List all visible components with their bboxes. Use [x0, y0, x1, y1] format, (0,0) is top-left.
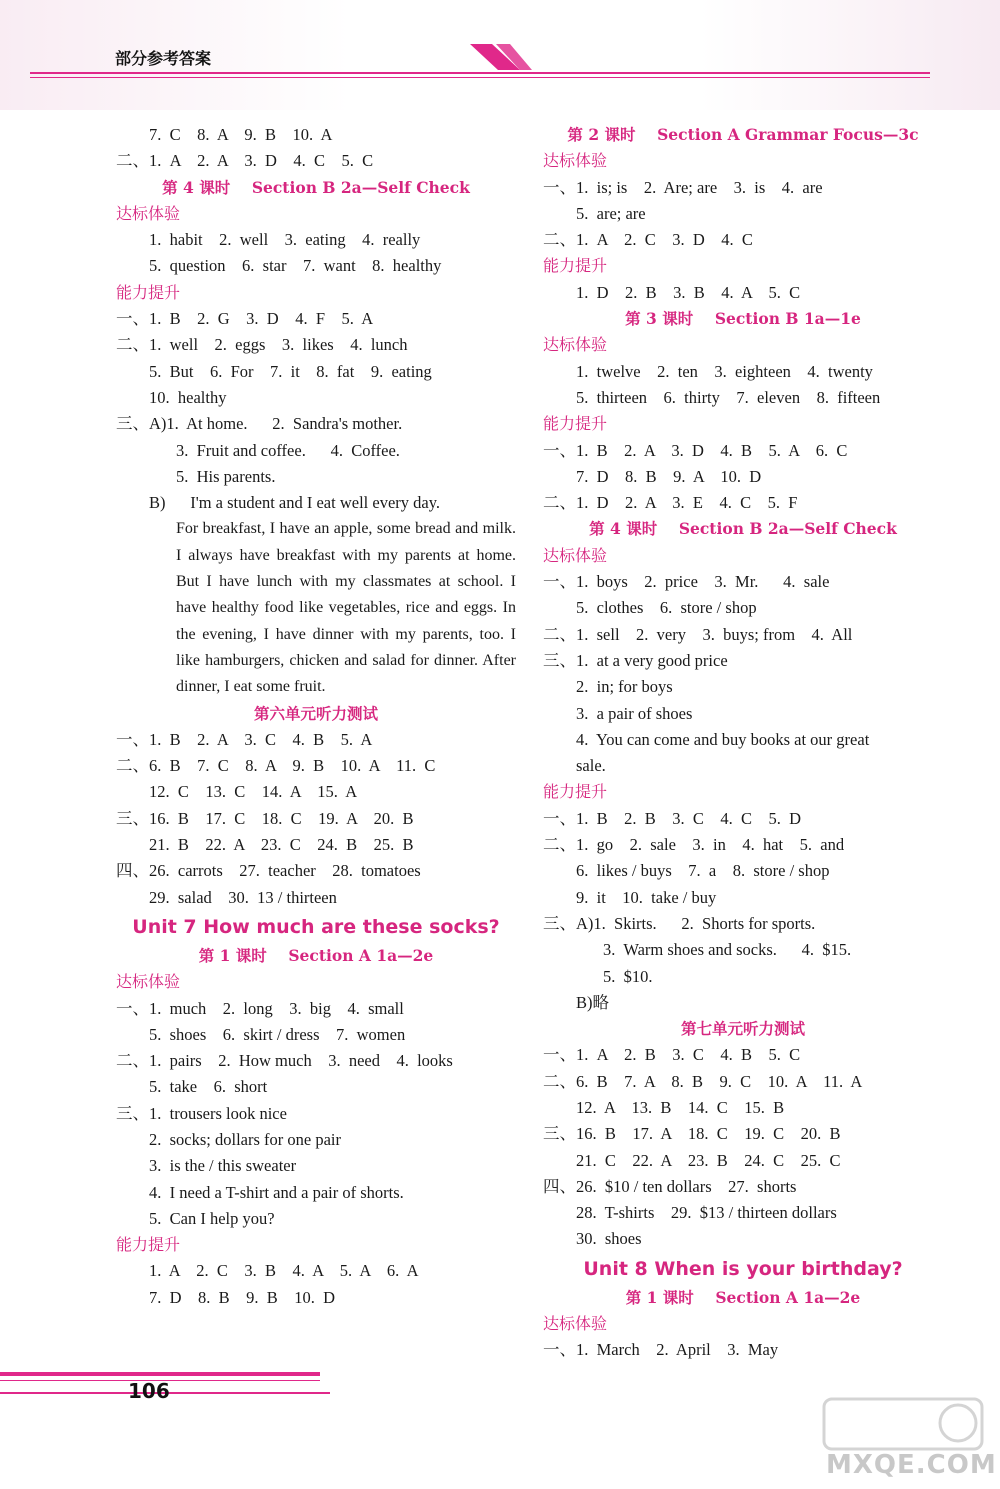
answer-line: 5. take 6. short — [149, 1077, 268, 1097]
answer-line: 二、1. go 2. sale 3. in 4. hat 5. and — [543, 835, 845, 855]
answer-line: 2. socks; dollars for one pair — [149, 1129, 341, 1149]
lesson-heading: 第七单元听力测试 — [680, 1019, 805, 1039]
section-subheading: 达标体验 — [543, 151, 608, 171]
answer-line: 一、1. A 2. B 3. C 4. B 5. C — [543, 1045, 801, 1065]
answer-line: 二、6. B 7. C 8. A 9. B 10. A 11. C — [116, 756, 436, 776]
answer-line: 21. B 22. A 23. C 24. B 25. B — [149, 835, 414, 855]
answer-line: 二、1. D 2. A 3. E 4. C 5. F — [543, 493, 798, 513]
answer-line: 三、16. B 17. A 18. C 19. C 20. B — [543, 1124, 841, 1144]
answer-line: 5. are; are — [576, 203, 646, 223]
answer-line: 三、A)1. At home. 2. Sandra's mother. — [116, 414, 403, 434]
answer-line: 一、1. boys 2. price 3. Mr. 4. sale — [543, 572, 830, 592]
answer-line: 28. T-shirts 29. $13 / thirteen dollars — [576, 1203, 837, 1223]
answer-line: 3. is the / this sweater — [149, 1156, 297, 1176]
answer-line: 7. D 8. B 9. B 10. D — [149, 1287, 336, 1307]
answer-line: 12. A 13. B 14. C 15. B — [576, 1097, 785, 1117]
answer-line: 二、1. well 2. eggs 3. likes 4. lunch — [116, 335, 408, 355]
answer-line: 3. Warm shoes and socks. 4. $15. — [603, 940, 852, 960]
answer-line: 5. His parents. — [176, 466, 276, 486]
lesson-heading: 第 2 课时 Section A Grammar Focus—3c — [567, 125, 919, 144]
answer-line: 5. But 6. For 7. it 8. fat 9. eating — [149, 361, 432, 381]
answer-line: 5. shoes 6. skirt / dress 7. women — [149, 1024, 406, 1044]
answer-line: 一、1. B 2. A 3. D 4. B 5. A 6. C — [543, 440, 848, 460]
header-rule-thin — [30, 77, 930, 78]
lesson-heading: 第六单元听力测试 — [253, 703, 378, 723]
answer-line: 9. it 10. take / buy — [576, 887, 717, 907]
answer-line: 3. Fruit and coffee. 4. Coffee. — [176, 440, 400, 460]
answer-line: 5. thirteen 6. thirty 7. eleven 8. fifteen — [576, 387, 881, 407]
section-subheading: 达标体验 — [543, 545, 608, 565]
answer-line: sale. — [576, 756, 606, 776]
answer-line: 二、6. B 7. A 8. B 9. C 10. A 11. A — [543, 1071, 863, 1091]
answer-line: 1. A 2. C 3. B 4. A 5. A 6. A — [149, 1261, 419, 1281]
answer-line: 三、1. trousers look nice — [116, 1103, 287, 1123]
answer-line: 四、26. carrots 27. teacher 28. tomatoes — [116, 861, 421, 881]
page-number: 106 — [128, 1379, 170, 1403]
right-column — [543, 122, 943, 1364]
lesson-heading: 第 4 课时 Section B 2a—Self Check — [589, 519, 897, 539]
answer-line: 一、1. much 2. long 3. big 4. small — [116, 998, 404, 1018]
answer-line: 1. D 2. B 3. B 4. A 5. C — [576, 282, 801, 302]
unit-heading: Unit 8 When is your birthday? — [583, 1257, 903, 1280]
header-rule — [30, 72, 930, 74]
lesson-heading: 第 1 课时 Section A 1a—2e — [625, 1287, 861, 1307]
answer-line: 29. salad 30. 13 / thirteen — [149, 887, 337, 907]
answer-line: 7. D 8. B 9. A 10. D — [576, 466, 762, 486]
answer-line: 2. in; for boys — [576, 677, 673, 697]
unit-heading: Unit 7 How much are these socks? — [132, 915, 500, 938]
answer-line: 5. Can I help you? — [149, 1208, 275, 1228]
answer-line: 7. C 8. A 9. B 10. A — [149, 125, 333, 144]
answer-line: 一、1. B 2. G 3. D 4. F 5. A — [116, 309, 374, 329]
watermark-text: MXQE.COM — [826, 1450, 997, 1480]
answer-line: 30. shoes — [576, 1229, 642, 1249]
answer-line: 二、1. pairs 2. How much 3. need 4. looks — [116, 1051, 453, 1071]
section-subheading: 达标体验 — [116, 203, 181, 223]
answer-line: 三、A)1. Skirts. 2. Shorts for sports. — [543, 913, 816, 933]
header-decoration — [470, 42, 540, 72]
answer-line: 10. healthy — [149, 387, 227, 407]
answer-line: 一、1. is; is 2. Are; are 3. is 4. are — [543, 177, 823, 197]
section-subheading: 能力提升 — [543, 414, 608, 434]
answer-line: 二、1. A 2. A 3. D 4. C 5. C — [116, 151, 374, 171]
section-subheading: 能力提升 — [116, 1235, 181, 1255]
answer-line: 3. a pair of shoes — [576, 703, 693, 723]
answer-line: 1. twelve 2. ten 3. eighteen 4. twenty — [576, 361, 873, 381]
answer-line: 4. I need a T-shirt and a pair of shorts. — [149, 1182, 404, 1202]
section-subheading: 能力提升 — [116, 282, 181, 302]
section-subheading: 能力提升 — [543, 782, 608, 802]
answer-line: 二、1. A 2. C 3. D 4. C — [543, 230, 753, 250]
footer-rule — [0, 1372, 320, 1376]
left-column — [116, 122, 516, 1311]
answer-line: 1. habit 2. well 3. eating 4. really — [149, 230, 421, 250]
header-title: 部分参考答案 — [115, 49, 212, 68]
answer-line: 三、16. B 17. C 18. C 19. A 20. B — [116, 808, 414, 828]
answer-line: 二、1. sell 2. very 3. buys; from 4. All — [543, 624, 853, 644]
answer-line: 三、1. at a very good price — [543, 650, 728, 670]
answer-line: 一、1. B 2. B 3. C 4. C 5. D — [543, 808, 802, 828]
lesson-heading: 第 3 课时 Section B 1a—1e — [625, 309, 861, 329]
lesson-heading: 第 1 课时 Section A 1a—2e — [198, 945, 434, 965]
answer-line: 12. C 13. C 14. A 15. A — [149, 782, 358, 802]
section-subheading: 达标体验 — [543, 335, 608, 355]
answer-line: 4. You can come and buy books at our great — [576, 729, 870, 749]
answer-paragraph: For breakfast, I have an apple, some bread and milk. I always have breakfast with my parents at home. But I have lunch with my classmates at school. I have healthy food like vegetables, rice and eggs. In the evening, I have dinner with my parents, too. I like hamburgers, chicken and salad for dinner. After dinner, I eat some fruit. — [176, 520, 516, 696]
answer-line: 6. likes / buys 7. a 8. store / shop — [576, 861, 830, 881]
answer-line: B) I'm a student and I eat well every day. — [149, 493, 441, 513]
answer-line: 一、1. B 2. A 3. C 4. B 5. A — [116, 729, 373, 749]
answer-line: 5. clothes 6. store / shop — [576, 598, 757, 618]
answer-line: 一、1. March 2. April 3. May — [543, 1340, 779, 1360]
answer-line: 四、26. $10 / ten dollars 27. shorts — [543, 1176, 797, 1196]
section-subheading: 达标体验 — [543, 1314, 608, 1334]
answer-line: 5. $10. — [603, 966, 653, 986]
answer-line: 21. C 22. A 23. B 24. C 25. C — [576, 1150, 841, 1170]
lesson-heading: 第 4 课时 Section B 2a—Self Check — [162, 177, 470, 197]
answer-line: 5. question 6. star 7. want 8. healthy — [149, 256, 442, 276]
section-subheading: 达标体验 — [116, 972, 181, 992]
answer-line: B)略 — [576, 992, 609, 1012]
section-subheading: 能力提升 — [543, 256, 608, 276]
